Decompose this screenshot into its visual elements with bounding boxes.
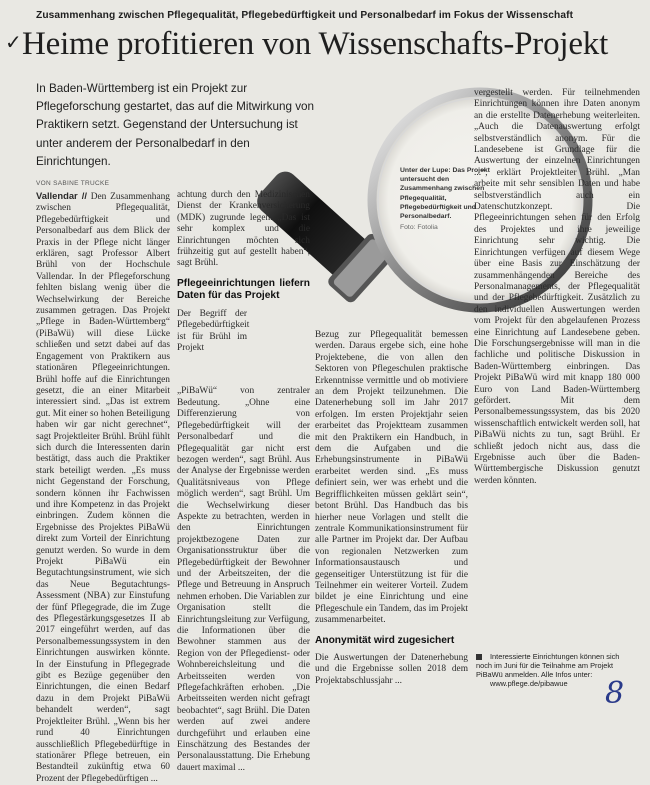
column-2-text-c: „PiBaWü“ von zentraler Bedeutung. „Ohne eine Differenzierung von Pflegebedürftigkeit will der Personalbedarf und die Pflegequalität gar nicht erst bezogen werden“, sagt Brühl. Aus der Analyse der Ergebnisse werden Qualitätsniveaus von Pflege möglich werden“, sagt Brühl. Um die Wechselwirkung dieser Aspekte zu betrachten, werden in den Einrichtungen projektbezogene Daten zur Organisationsstruktur über die Pflegebedürftigkeit der Bewohner und der Arbeitszeiten, der die Pflege und Betreuung in Anspruch nehmen erhoben. Die Variablen zur Organisation stellt die Einrichtungsleitung zur Verfügung, die Informationen über die Bewohner stammen aus der Region von der Pflegedienst- oder Wohnbereichsleitung und die Arbeitsseiten werden von Pflegefachkräften erhoben. „Die Arbeitsseiten werden nicht gefragt beobachtet“, sagt Brühl. Die Daten werden auf zwei andere durchgeführt und erlauben eine Einschätzung des Bestandes der Personalausstattung. Die Erhebung dauert maximal ... (177, 386, 310, 773)
column-1-text: Den Zusammenhang zwischen Pflegequalität, Pflegebedürftigkeit und Personalbedarf aus dem Blick der Praxis in der Pflege nicht länger erklären, sagt Professor Albert Brühl von der Hochschule Vallendar. In der Pflegeforschung fehlten bislang wenig über die Wechselwirkung der Bereiche zusammen getragen. Das Projekt „Pflege in Baden-Württemberg“ (PiBaWü) will diese Lücke schließen und setzt dabei auf das Engagement von Praktikern aus stationären Pflegeeinrichtungen. Brühl hoffe auf die Einrichtungen gesetzt, die an einer Mitarbeit interessiert sind. „Das ist extrem gut. Mit einer so hohen Beteiligung haben wir gar nicht gerechnet“, sagt Projektleiter Brühl. Brühl fühlt sich durch die Interessenten darin bestätigt, dass auch die Praktiker stark beteiligt werden. „Es muss nicht Gegenstand der Forschung, sondern können ihr Fachwissen und ihre Kompetenz in das Projekt einbringen. Zudem können die Ergebnisse des Projektes PiBaWü direkt zum Vorteil der Einrichtung genutzt werden. So wurde in dem Projekt PiBaWü ein Begutachtungsinstrument, wie sich das Neue Begutachtungs-Assessment (NBA) zur Einstufung der fünf Pflegegrade, die im Zuge des Pflegestärkungsgesetzes II ab 2017 eingeführt werden, auf das Personalbemessungssystem in den Einrichtungen auswirken könnte. In der Einstufung in Pflegegrade gibt es Bezüge gegenüber den Einrichtungen, die einen Bedarf dazu in dem Projekt PiBaWü behandelt werden“, sagt Projektleiter Brühl. „Wenn bis her rund 40 Einrichtungen ausschließlich Pflegebedürftige in stationärer Pflege betreuen, ein Bestandteil zukünftig etwa 60 Prozent der Pflegebedürftigen ... (36, 192, 170, 784)
subheading-data: Pflegeeinrichtungen liefern Daten für das Projekt (177, 277, 310, 302)
check-icon: ✓ (5, 30, 22, 54)
handwritten-page-number: 8 (605, 676, 625, 711)
column-2-text-a: achtung durch den Medizinischen Dienst der Krankenversicherung (MDK) zugrunde legen. „Das ist sehr komplex und die Einrichtungen möchten sich frühzeitig gut auf gestellt haben“, sagt Brühl. (177, 190, 310, 269)
photo-credit: Foto: Fotolia (400, 224, 438, 232)
lead-paragraph: In Baden-Württemberg ist ein Projekt zur Pflegeforschung gestartet, das auf die Mitwirkung von Praktikern setzt. Gegenstand der Untersuchung ist unter anderem der Personalbedarf in den Einrichtungen. (36, 82, 315, 168)
info-box-url[interactable]: www.pflege.de/pibawue (490, 679, 568, 688)
info-box (476, 652, 626, 688)
headline: Heime profitieren von Wissenschafts-Projekt (22, 26, 609, 62)
column-2 (177, 190, 310, 773)
column-3 (315, 330, 468, 730)
column-3-text-b: Die Auswertungen der Datenerhebung und die Ergebnisse sollen 2018 dem Projektabschlussjahr ... (315, 653, 468, 686)
dateline: Vallendar // (36, 190, 87, 201)
column-3-text-a: Bezug zur Pflegequalität bemessen werden. Daraus ergebe sich, eine hohe Projektebene, die von allen den Sektoren von Pflegeschulen praktische Erkenntnisse vermittle und ob motiviere an dem Projekt teilzunehmen. Die Datenerhebung soll im Jahr 2017 erfolgen. Im ersten Projektjahr seien erarbeitet das Projektteam zusammen mit den Praktikern ein Handbuch, in dem die Aufgaben und die Erhebungsinstrumente in PiBaWü erarbeitet werden sind. „Es muss definiert sein, wer was erhebt und die Begrifflichkeiten müssen geklärt sein“, betont Brühl. Das Handbuch das bis hierher neue Vorlagen und stellt die zentrale Kommunikationsinstrument für alle Partner im Projekt dar. Der Aufbau von regionalen Netzwerken zum Informationsaustausch und gegenseitiger Unterstützung ist für die Teilnehmer ein weiterer Vorteil. Zudem bildet je eine Einrichtung und eine Pflegeschule ein Tandem, das im Projekt zusammenarbeitet. (315, 330, 468, 626)
column-2-text-b: Der Begriff der Pflegebedürftigkeit ist für Brühl im Projekt (177, 308, 250, 354)
column-1 (36, 190, 170, 784)
kicker: Zusammenhang zwischen Pflegequalität, Pflegebedürftigkeit und Personalbedarf im Fokus der Wissenschaft (36, 10, 574, 21)
info-box-text: Interessierte Einrichtungen können sich noch im Juni für die Teilnahme am Projekt PiBaWü anmelden. Alle Infos unter: (476, 652, 620, 679)
lens-caption-text: Unter der Lupe: Das Projekt untersucht den Zusammenhang zwischen Pflegequalität, Pflegebedürftigkeit und Personalbedarf. (400, 167, 490, 221)
subheading-anonymity: Anonymität wird zugesichert (315, 634, 455, 646)
byline: VON SABINE TRUCKE (36, 180, 110, 187)
square-bullet-icon (476, 654, 482, 660)
column-4-text: vergestellt werden. Für teilnehmenden Einrichtungen können ihre Daten anonym an die erstellte Datenerhebung weiterleiten. „Auch die Datenauswertung erfolgt selbstverständlich anonym. Für die Landesebene ist Grundlage für die Auswertung der einzelnen Einrichtungen ...“, erklärt Projektleiter Brühl. „Man arbeite mit sehr sensiblen Daten und habe selbstverständlich auch ein Datenschutzkonzept. Die Pflegeeinrichtungen sehen für den Erfolg des Projektes und ihre jeweilige Einrichtung sehr wichtig. Die Einrichtungen verfügen auf diesem Wege über eine Basis zur Einschätzung der zusammenhängenden Bereiche des Personalmanagements, der Pflegequalität und der Pflegebedürftigkeit. Zusätzlich zu den individuellen Auswertungen werden vom Projekt für den abgelaufenen Prozess eine Einrichtung auf Landesebene geben. Die Forschungsergebnisse will man in die fachliche und politische Diskussion in Baden-Württemberg einbringen. Das Projekt PiBaWü wird mit knapp 180 000 Euro von Land Baden-Württemberg gefördert. Mit dem Personalbemessungssystem, das bis 2020 wissenschaftlich entwickelt werden soll, hat PiBaWü nichts zu tun, sagt Brühl. Er schließt jedoch nicht aus, dass die Ergebnisse auch über die Baden-Württembergische Diskussion genutzt werden könnten. (474, 88, 640, 486)
column-4 (474, 88, 640, 668)
